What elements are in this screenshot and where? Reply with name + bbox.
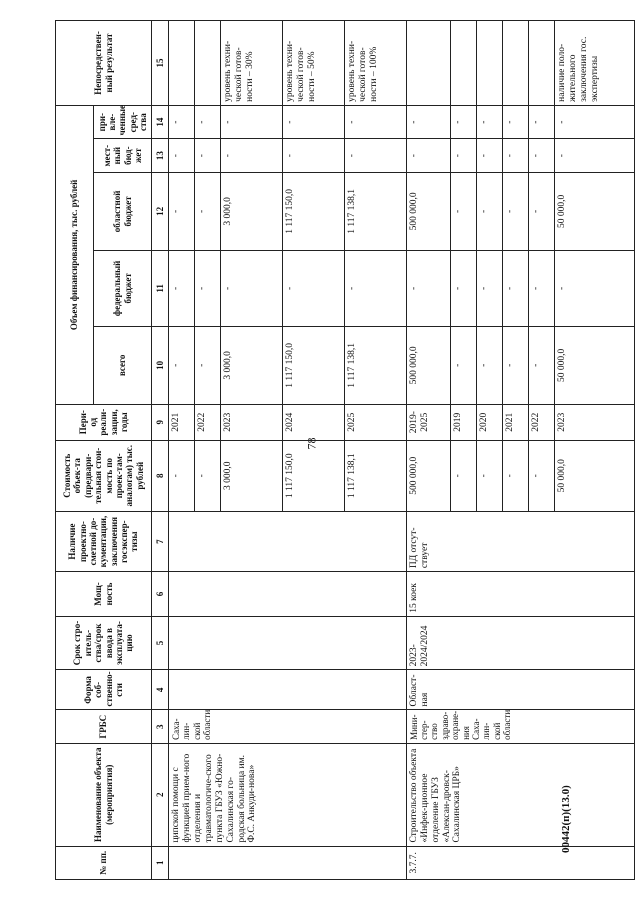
- col-number: 2: [152, 743, 169, 846]
- financing-regional: -: [169, 172, 195, 250]
- period-year: 2019: [450, 404, 476, 440]
- object-cost: 3 000,0: [221, 440, 283, 511]
- object-name: ципской помощи с функцией прием-ного отделения и травматологиче-ского пункта ГБУЗ «Южно-Сахалинская го-родская больница им. Ф.С. Анкуди-нова»: [169, 743, 407, 846]
- financing-federal: -: [502, 250, 528, 326]
- header-form: Форма соб-ственно-сти: [56, 670, 152, 710]
- financing-regional: -: [450, 172, 476, 250]
- object-cost: -: [169, 440, 195, 511]
- direct-result: наличие поло-жительного заключения гос. экспертизы: [555, 21, 635, 106]
- col-number: 1: [152, 846, 169, 879]
- direct-result: уровень техни-ческой готов-ности – 30%: [221, 21, 283, 106]
- financing-federal: -: [450, 250, 476, 326]
- col-number: 5: [152, 616, 169, 670]
- design-docs-status: ПД отсут-ствует: [406, 511, 634, 571]
- financing-local: -: [476, 139, 502, 172]
- col-number: 4: [152, 670, 169, 710]
- col-number: 10: [152, 326, 169, 404]
- financing-local: -: [406, 139, 450, 172]
- financing-regional: 1 117 150,0: [283, 172, 345, 250]
- period-year: 2019-2025: [406, 404, 450, 440]
- financing-regional: -: [502, 172, 528, 250]
- header-regional: областной бюджет: [94, 172, 152, 250]
- period-year: 2023: [221, 404, 283, 440]
- direct-result: уровень техни-ческой готов-ности – 50%: [283, 21, 345, 106]
- col-number: 8: [152, 440, 169, 511]
- period-year: 2024: [283, 404, 345, 440]
- financing-other: -: [476, 105, 502, 139]
- direct-result: уровень техни-ческой готов-ности – 100%: [344, 21, 406, 106]
- direct-result: [529, 21, 555, 106]
- financing-regional: 50 000,0: [555, 172, 635, 250]
- header-term: Срок стро-итель-ства/срок ввода в эксплуата-цию: [56, 616, 152, 670]
- header-grbs: ГРБС: [56, 710, 152, 743]
- financing-regional: -: [529, 172, 555, 250]
- grbs-cell: Саха-лин-ской области: [169, 710, 407, 743]
- financing-federal: -: [344, 250, 406, 326]
- object-cost: 500 000,0: [406, 440, 450, 511]
- period-year: 2023: [555, 404, 635, 440]
- financing-local: -: [529, 139, 555, 172]
- grbs-cell: Мини-стер-ство здраво-охране-ния Саха-лин-ской области: [406, 710, 634, 743]
- financing-federal: -: [529, 250, 555, 326]
- row-number: 3.7.7.: [406, 846, 634, 879]
- table-body: [169, 21, 635, 880]
- col-number: 6: [152, 572, 169, 617]
- ownership-form: Област-ная: [406, 670, 634, 710]
- financing-total: -: [450, 326, 476, 404]
- period-year: 2021: [502, 404, 528, 440]
- financing-total: 1 117 138,1: [344, 326, 406, 404]
- financing-other: -: [502, 105, 528, 139]
- design-docs-status: [169, 511, 407, 571]
- capacity: [169, 572, 407, 617]
- financing-total: -: [502, 326, 528, 404]
- direct-result: [406, 21, 450, 106]
- object-cost: -: [450, 440, 476, 511]
- financing-federal: -: [476, 250, 502, 326]
- col-number: 9: [152, 404, 169, 440]
- financing-local: -: [169, 139, 195, 172]
- financing-federal: -: [406, 250, 450, 326]
- financing-local: -: [450, 139, 476, 172]
- financing-federal: -: [555, 250, 635, 326]
- table-row: [406, 21, 450, 880]
- object-cost: 50 000,0: [555, 440, 635, 511]
- financing-total: -: [476, 326, 502, 404]
- financing-total: 500 000,0: [406, 326, 450, 404]
- direct-result: [195, 21, 221, 106]
- financing-total: -: [169, 326, 195, 404]
- row-number: [169, 846, 407, 879]
- financing-regional: 3 000,0: [221, 172, 283, 250]
- period-year: 2022: [195, 404, 221, 440]
- header-result: Непосредствен-ный результат: [56, 21, 152, 106]
- page-number: 78: [304, 437, 319, 450]
- period-year: 2021: [169, 404, 195, 440]
- construction-term: 2023-2024/2024: [406, 616, 634, 670]
- financing-other: -: [450, 105, 476, 139]
- construction-term: [169, 616, 407, 670]
- direct-result: [169, 21, 195, 106]
- header-psd: Наличие проектно-сметной до-кументации, заключения госэкспер-тизы: [56, 511, 152, 571]
- header-financing: Объем финансирования, тыс. рублей: [56, 105, 94, 404]
- period-year: 2025: [344, 404, 406, 440]
- financing-local: -: [502, 139, 528, 172]
- rotated-table-wrapper: [55, 20, 635, 880]
- col-number: 3: [152, 710, 169, 743]
- object-cost: -: [195, 440, 221, 511]
- col-number: 7: [152, 511, 169, 571]
- col-number: 14: [152, 105, 169, 139]
- header-cost: Стоимость объек-та (предвари-тельная стои-мость по проек-там-аналогам) тыс. рублей: [56, 440, 152, 511]
- document-code: 00442(п)(13.0): [560, 785, 572, 853]
- financing-total: 1 117 150,0: [283, 326, 345, 404]
- header-local: мест-ный бюд-жет: [94, 139, 152, 172]
- financing-regional: 500 000,0: [406, 172, 450, 250]
- direct-result: [450, 21, 476, 106]
- financing-table: [55, 20, 635, 880]
- object-cost: 1 117 138,1: [344, 440, 406, 511]
- object-cost: -: [529, 440, 555, 511]
- financing-regional: -: [476, 172, 502, 250]
- financing-federal: -: [283, 250, 345, 326]
- financing-other: -: [344, 105, 406, 139]
- direct-result: [502, 21, 528, 106]
- period-year: 2020: [476, 404, 502, 440]
- object-cost: -: [502, 440, 528, 511]
- financing-local: -: [344, 139, 406, 172]
- financing-total: -: [529, 326, 555, 404]
- financing-total: 50 000,0: [555, 326, 635, 404]
- financing-other: -: [555, 105, 635, 139]
- period-year: 2022: [529, 404, 555, 440]
- direct-result: [476, 21, 502, 106]
- financing-federal: -: [195, 250, 221, 326]
- financing-local: -: [195, 139, 221, 172]
- financing-local: -: [555, 139, 635, 172]
- object-cost: 1 117 150,0: [283, 440, 345, 511]
- header-name: Наименование объекта (мероприятия): [56, 743, 152, 846]
- col-number: 12: [152, 172, 169, 250]
- financing-total: -: [195, 326, 221, 404]
- object-name: Строительство объекта «Инфек-ционное отделение ГБУЗ «Алексан-дровск-Сахалинская ЦРБ»: [406, 743, 634, 846]
- object-cost: -: [476, 440, 502, 511]
- capacity: 15 коек: [406, 572, 634, 617]
- financing-other: -: [195, 105, 221, 139]
- financing-other: -: [283, 105, 345, 139]
- financing-regional: -: [195, 172, 221, 250]
- financing-other: -: [529, 105, 555, 139]
- header-no: № пп.: [56, 846, 152, 879]
- ownership-form: [169, 670, 407, 710]
- financing-other: -: [406, 105, 450, 139]
- col-number: 15: [152, 21, 169, 106]
- col-number: 11: [152, 250, 169, 326]
- financing-local: -: [221, 139, 283, 172]
- header-federal: федеральный бюджет: [94, 250, 152, 326]
- col-number: 13: [152, 139, 169, 172]
- financing-regional: 1 117 138,1: [344, 172, 406, 250]
- header-other: при-вле-ченные сред-ства: [94, 105, 152, 139]
- financing-federal: -: [169, 250, 195, 326]
- financing-federal: -: [221, 250, 283, 326]
- header-power: Мощ-ность: [56, 572, 152, 617]
- header-period: Пери-од реали-зации, годы: [56, 404, 152, 440]
- table-row: [169, 21, 195, 880]
- financing-local: -: [283, 139, 345, 172]
- financing-other: -: [221, 105, 283, 139]
- financing-other: -: [169, 105, 195, 139]
- financing-total: 3 000,0: [221, 326, 283, 404]
- header-total: всего: [94, 326, 152, 404]
